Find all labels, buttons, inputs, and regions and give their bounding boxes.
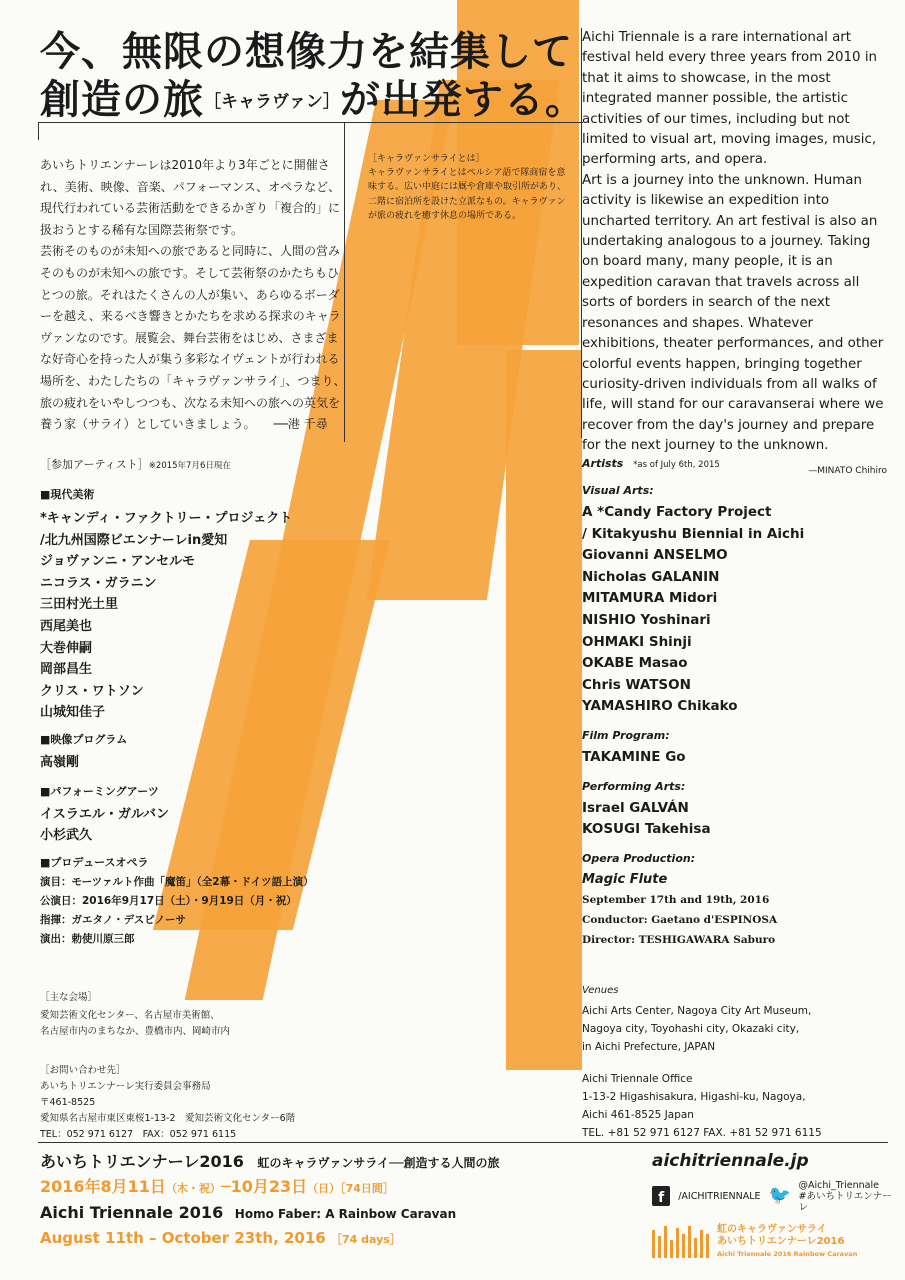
footer-en-sub: Homo Faber: A Rainbow Caravan bbox=[234, 1207, 457, 1221]
artist-jp: 西尾美也 bbox=[40, 618, 93, 634]
artists-en-heading-row bbox=[582, 456, 887, 473]
note-body: キャラヴァンサライとはペルシア語で隊商宿を意味する。広い中庭には厩や倉庫や取引所があり、二階に宿泊所を設けた立派なもの。キャラヴァンが旅の疲れを癒す休息の場所である。 bbox=[368, 168, 567, 221]
footer-en-date bbox=[40, 1226, 610, 1252]
venue-en-line: in Aichi Prefecture, JAPAN bbox=[582, 1041, 716, 1053]
footer-jp-title-row bbox=[40, 1150, 610, 1175]
footer-en-title: Aichi Triennale 2016 bbox=[40, 1203, 224, 1222]
headline-line2-a: 創造の旅 bbox=[40, 77, 204, 123]
orange-stripe-right bbox=[506, 350, 582, 1070]
artists-jp-heading: ［参加アーティスト］ bbox=[40, 458, 149, 471]
artist-jp: 山城知佳子 bbox=[40, 705, 106, 721]
venue-jp-line: 愛知芸術文化センター、名古屋市美術館、 bbox=[40, 1010, 220, 1021]
office-en-line: Aichi 461-8525 Japan bbox=[582, 1109, 694, 1121]
artist-en: OKABE Masao bbox=[582, 655, 688, 672]
artist-jp: 大巻伸嗣 bbox=[40, 640, 93, 656]
artist-en: / Kitakyushu Biennial in Aichi bbox=[582, 525, 805, 542]
office-en-line: 1-13-2 Higashisakura, Higashi-ku, Nagoya, bbox=[582, 1091, 806, 1103]
artist-en: Chris WATSON bbox=[582, 676, 691, 693]
contact-jp-line: あいちトリエンナーレ実行委員会事務局 bbox=[40, 1081, 211, 1092]
film-label-jp: ■映像プログラム bbox=[40, 732, 128, 746]
footer-jp-date-b: （木・祝） bbox=[165, 1182, 221, 1195]
film-list-jp bbox=[40, 752, 370, 774]
artists-en bbox=[582, 456, 887, 950]
artist-en: KOSUGI Takehisa bbox=[582, 821, 711, 838]
visual-label-jp: ■現代美術 bbox=[40, 488, 95, 501]
jp-intro bbox=[40, 155, 350, 436]
contact-jp-heading: ［お問い合わせ先］ bbox=[40, 1065, 126, 1076]
footer-jp-date-a: 2016年8月11日 bbox=[40, 1177, 166, 1196]
logo-line2: あいちトリエンナーレ2016 bbox=[717, 1236, 845, 1247]
venue-en-line: Nagoya city, Toyohashi city, Okazaki city, bbox=[582, 1023, 800, 1035]
artist-jp: /北九州国際ビエンナーレin愛知 bbox=[40, 532, 228, 548]
venue-jp-heading: ［主な会場］ bbox=[40, 992, 98, 1003]
opera-line-jp: 演出：勅使川原三郎 bbox=[40, 932, 135, 945]
headline bbox=[40, 28, 600, 126]
artists-jp bbox=[40, 458, 370, 949]
artist-en: Giovanni ANSELMO bbox=[582, 547, 728, 564]
film-list-en bbox=[582, 747, 887, 769]
footer-jp-title: あいちトリエンナーレ2016 bbox=[40, 1152, 244, 1171]
venue-en-line: Aichi Arts Center, Nagoya City Art Museum, bbox=[582, 1005, 812, 1017]
perf-list-en bbox=[582, 798, 887, 841]
logo-line1: 虹のキャラヴァンサライ bbox=[717, 1224, 827, 1235]
contact-jp-line: 〒461-8525 bbox=[40, 1097, 96, 1108]
artists-en-heading: Artists bbox=[582, 457, 624, 470]
contact-jp bbox=[40, 1063, 380, 1143]
artist-en: Israel GALVÁN bbox=[582, 799, 689, 816]
opera-list-en bbox=[582, 870, 887, 950]
opera-title-en: Magic Flute bbox=[582, 871, 668, 887]
artist-en: NISHIO Yoshinari bbox=[582, 611, 711, 628]
footer-jp-date bbox=[40, 1175, 610, 1201]
film-label-en: Film Program: bbox=[582, 728, 670, 742]
perf-label-en: Performing Arts: bbox=[582, 779, 686, 793]
frame-left bbox=[38, 122, 39, 140]
opera-line-jp: 指揮：ガエタノ・デスピノーサ bbox=[40, 913, 186, 926]
jp-intro-signature: ──港 千尋 bbox=[273, 417, 328, 432]
artist-jp: 岡部昌生 bbox=[40, 662, 93, 678]
festival-logo bbox=[652, 1224, 892, 1260]
artist-jp: クリス・ワトソン bbox=[40, 683, 144, 699]
logo-text bbox=[717, 1224, 857, 1260]
perf-label-jp: ■パフォーミングアーツ bbox=[40, 784, 159, 798]
visual-list-jp bbox=[40, 508, 370, 724]
opera-line-jp: 演目：モーツァルト作曲「魔笛」（全2幕・ドイツ語上演） bbox=[40, 875, 314, 888]
footer-contact bbox=[652, 1150, 892, 1260]
footer-en-date-a: August 11th – October 23th, 2016 bbox=[40, 1229, 326, 1247]
facebook-icon[interactable]: f bbox=[652, 1186, 670, 1206]
opera-line-en: Director: TESHIGAWARA Saburo bbox=[582, 933, 776, 946]
artists-jp-heading-row bbox=[40, 458, 370, 473]
venue-jp bbox=[40, 990, 380, 1040]
opera-line-en: September 17th and 19th, 2016 bbox=[582, 893, 770, 906]
artists-en-asof: *as of July 6th, 2015 bbox=[633, 460, 720, 470]
venue-en-heading: Venues bbox=[582, 985, 619, 996]
en-intro-signature: —MINATO Chihiro bbox=[808, 465, 887, 476]
artist-en: A *Candy Factory Project bbox=[582, 504, 772, 520]
artists-jp-asof: ※2015年7月6日現在 bbox=[148, 461, 231, 471]
artist-en: TAKAMINE Go bbox=[582, 748, 686, 765]
website-link[interactable]: aichitriennale.jp bbox=[652, 1151, 809, 1171]
artist-en: YAMASHIRO Chikako bbox=[582, 698, 738, 715]
footer-jp-sub: 虹のキャラヴァンサライ──創造する人間の旅 bbox=[257, 1156, 500, 1170]
office-en-line: TEL. +81 52 971 6127 FAX. +81 52 971 6115 bbox=[582, 1127, 822, 1139]
footer-jp-date-d: （日） bbox=[307, 1182, 341, 1195]
footer-event-info bbox=[40, 1150, 610, 1252]
en-intro-p2: Art is a journey into the unknown. Human activity is likewise an expedition into uncharted territory. An art festival is also an undertaking analogous to a journey. Taking on board many, many people, it is an expedition caravan that travels across all sorts of borders in search of the next resonances and shapes. Whatever exhibitions, theater performances, and other colorful events happen, bringing together curiosity-driven individuals from all walks of life, will stand for our caravanserai where we recover from the day's journey and prepare for the next journey to the unknown. bbox=[582, 172, 884, 454]
opera-label-en: Opera Production: bbox=[582, 851, 696, 865]
footer-jp-date-c: ─10月23日 bbox=[220, 1177, 308, 1196]
logo-bars-icon bbox=[652, 1226, 709, 1258]
artist-jp: イスラエル・ガルバン bbox=[40, 806, 169, 822]
caravanserai-note bbox=[368, 152, 568, 223]
office-en-line: Aichi Triennale Office bbox=[582, 1073, 693, 1085]
contact-jp-line: 愛知県名古屋市東区東桜1-13-2 愛知芸術文化センター6階 bbox=[40, 1113, 296, 1124]
artist-jp: ジョヴァンニ・アンセルモ bbox=[40, 554, 196, 570]
jp-intro-p2: 芸術そのものが未知への旅であると同時に、人間の営みそのものが未知への旅です。そして芸術祭のかたちもひとつの旅。それはたくさんの人が集い、あらゆるボーダーを越え、来るべき響きとかたちを求める探求のキャラヴァンなのです。展覧会、舞台芸術をはじめ、さまざまな好奇心を持った人が集う多彩なイヴェントが行われる場所を、わたしたちの「キャラヴァンサライ」、つまり、旅の疲れをいやしつつも、次なる未知への旅への英気を養う家（サライ）としていきましょう。 bbox=[40, 244, 346, 432]
logo-line3: Aichi Triennale 2016 Rainbow Caravan bbox=[717, 1250, 858, 1258]
en-intro bbox=[582, 28, 887, 481]
visual-label-en: Visual Arts: bbox=[582, 484, 654, 497]
artist-jp: ニコラス・ガラニン bbox=[40, 575, 157, 591]
facebook-handle[interactable]: /AICHITRIENNALE bbox=[678, 1190, 761, 1202]
venue-jp-line: 名古屋市内のまちなか、豊橋市内、岡崎市内 bbox=[40, 1026, 231, 1037]
artist-en: Nicholas GALANIN bbox=[582, 568, 720, 585]
perf-list-jp bbox=[40, 804, 370, 847]
twitter-icon[interactable]: 🐦 bbox=[768, 1185, 791, 1206]
footer-en-date-b: ［74 days］ bbox=[330, 1233, 401, 1246]
twitter-handles bbox=[799, 1180, 892, 1213]
note-title: ［キャラヴァンサライとは］ bbox=[368, 154, 485, 164]
twitter-handle[interactable]: @Aichi_Triennale bbox=[798, 1179, 879, 1191]
artist-jp: *キャンディ・ファクトリー・プロジェクト bbox=[40, 511, 293, 526]
contact-jp-line: TEL：052 971 6127 FAX：052 971 6115 bbox=[40, 1129, 237, 1140]
artist-en: MITAMURA Midori bbox=[582, 590, 718, 607]
social-row bbox=[652, 1179, 892, 1213]
headline-line2-b: が出発する。 bbox=[339, 77, 586, 123]
opera-line-jp: 公演日：2016年9月17日（土）・9月19日（月・祝） bbox=[40, 894, 297, 907]
artist-jp: 小杉武久 bbox=[40, 828, 93, 844]
office-en bbox=[582, 1070, 887, 1142]
jp-intro-p1: あいちトリエンナーレは2010年より3年ごとに開催され、美術、映像、音楽、パフォーマンス、オペラなど、現代行われている芸術活動をできるかぎり「複合的」に扱おうとする稀有な国際芸術祭です。 bbox=[40, 158, 341, 237]
opera-label-jp: ■プロデュースオペラ bbox=[40, 855, 149, 869]
visual-list-en bbox=[582, 502, 887, 718]
en-intro-p1: Aichi Triennale is a rare international art festival held every three years from 2010 in that it aims to showcase, in the most integrated manner possible, the artistic activities of our times, including but not limited to visual art, moving images, music, performing arts, and opera. bbox=[582, 30, 878, 168]
opera-line-en: Conductor: Gaetano d'ESPINOSA bbox=[582, 913, 778, 926]
artist-jp: 高嶺剛 bbox=[40, 754, 80, 770]
venue-en bbox=[582, 982, 887, 1056]
opera-list-jp bbox=[40, 873, 370, 949]
artist-en: OHMAKI Shinji bbox=[582, 633, 692, 650]
headline-bracket: ［キャラヴァン］ bbox=[204, 92, 340, 112]
artist-jp: 三田村光土里 bbox=[40, 597, 119, 613]
footer-en-title-row bbox=[40, 1201, 610, 1226]
twitter-hashtag: #あいちトリエンナーレ bbox=[798, 1190, 892, 1213]
headline-line2 bbox=[40, 76, 600, 126]
footer-jp-date-e: ［74日間］ bbox=[340, 1182, 394, 1195]
headline-line1: 今、無限の想像力を結集して bbox=[40, 29, 573, 75]
